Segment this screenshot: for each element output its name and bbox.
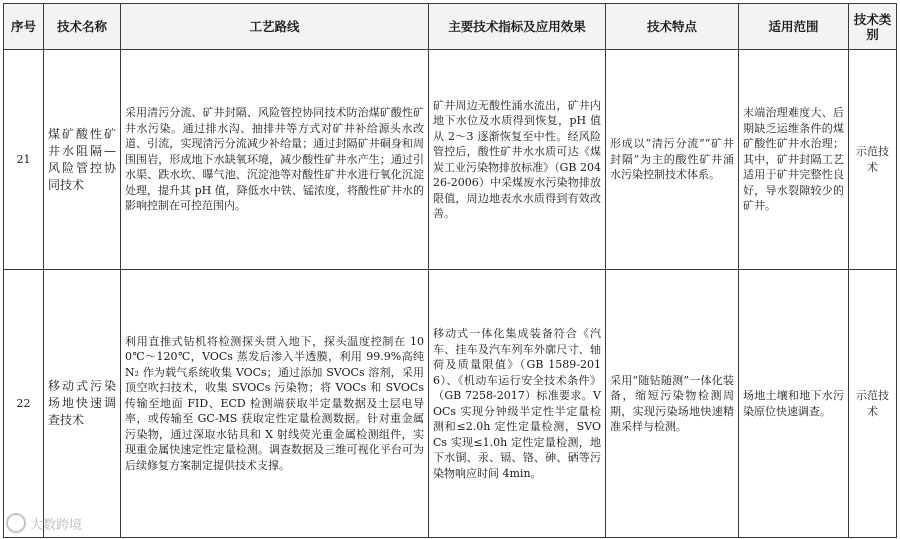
cell-scope: 场地土壤和地下水污染原位快速调查。 — [739, 270, 849, 538]
cell-name: 煤矿酸性矿井水阻隔—风险管控协同技术 — [44, 50, 121, 270]
header-indicators: 主要技术指标及应用效果 — [429, 4, 606, 50]
cell-indicators: 移动式一体化集成装备符合《汽车、挂车及汽车列车外廓尺寸、轴荷及质量限值》（GB 1589-2016）、《机动车运行安全技术条件》（GB 7258-2017）标准要求。VOCs 实现分钟级半定性半定量检测和≤2.0h 定性定量检测，SVOCs 实现≤1.0h 定性定量检测，地下水铜、汞、镉、铬、砷、硒等污染物响应时间 4min。 — [429, 270, 606, 538]
cell-category: 示范技术 — [849, 270, 897, 538]
cell-category: 示范技术 — [849, 50, 897, 270]
cell-name: 移动式污染场地快速调查技术 — [44, 270, 121, 538]
header-category: 技术类别 — [849, 4, 897, 50]
cell-process: 利用直推式钻机将检测探头贯入地下，探头温度控制在 100℃～120℃，VOCs 蒸发后渗入半透膜，利用 99.9%高纯 N₂ 作为载气系统收集 VOCs；通过添加 SVOCs 溶剂，采用顶空吹扫技术，收集 SVOCs 污染物；将 VOCs 和 SVOCs 传输至地面 FID、ECD 检测端获取半定量数据及土层电导率，或传输至 GC-MS 获取定性定量检测数据。针对重金属污染物，通过深取水钻具和 X 射线荧光重金属检测组件，实现重金属快速定性定量检测。调查数据及三维可视化平台可为后续修复方案制定提供技术支撑。 — [121, 270, 429, 538]
header-features: 技术特点 — [606, 4, 739, 50]
cell-no: 21 — [4, 50, 44, 270]
cell-scope: 末端治理难度大、后期缺乏运维条件的煤矿酸性矿井水治理；其中，矿井封隔工艺适用于矿井完整性良好，导水裂隙较少的矿井。 — [739, 50, 849, 270]
watermark — [6, 513, 82, 533]
technology-table — [3, 3, 897, 538]
header-scope: 适用范围 — [739, 4, 849, 50]
cell-no: 22 — [4, 270, 44, 538]
header-name: 技术名称 — [44, 4, 121, 50]
header-process: 工艺路线 — [121, 4, 429, 50]
table-header-row — [4, 4, 897, 50]
cell-indicators: 矿井周边无酸性涌水流出，矿井内地下水位及水质得到恢复，pH 值从 2～3 逐渐恢复至中性。经风险管控后，酸性矿井水水质可达《煤炭工业污染物排放标准》（GB 20426-2006）中采煤废水污染物排放限值，周边地表水水质得到有效改善。 — [429, 50, 606, 270]
cell-features: 形成以“清污分流”“矿井封隔”为主的酸性矿井涌水污染控制技术体系。 — [606, 50, 739, 270]
table-row — [4, 270, 897, 538]
cell-features: 采用“随钻随测”一体化装备，缩短污染物检测周期，实现污染场地快速精准采样与检测。 — [606, 270, 739, 538]
header-no: 序号 — [4, 4, 44, 50]
logo-icon — [6, 513, 26, 533]
watermark-text: 大数跨境 — [30, 517, 83, 533]
table-row — [4, 50, 897, 270]
cell-process: 采用清污分流、矿井封隔、风险管控协同技术防治煤矿酸性矿井水污染。通过排水沟、抽排井等方式对矿井补给源头水改道、引流，实现清污分流减少补给量；通过封隔矿井硐身和周围围岩，形成地下水缺氧环境，减少酸性矿井水产生；通过引水渠、跌水坎、曝气池、沉淀池等对酸性矿井水进行氧化沉淀处理，提升其 pH 值，降低水中铁、锰浓度，将酸性矿井水的影响控制在可控范围内。 — [121, 50, 429, 270]
